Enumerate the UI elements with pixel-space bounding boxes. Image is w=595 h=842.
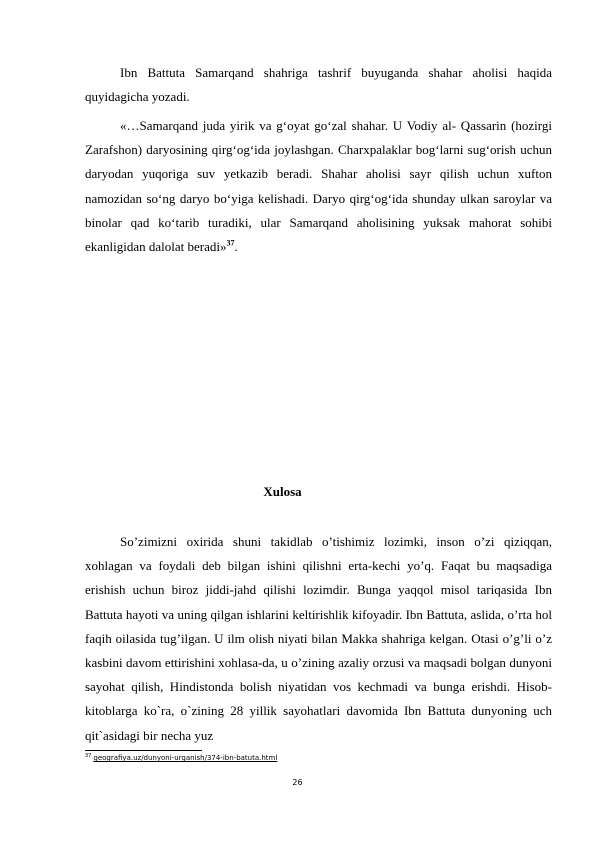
intro-paragraph: Ibn Battuta Samarqand shahriga tashrif buyuganda shahar aholisi haqida quyidagicha yozadi. <box>85 65 552 105</box>
section-heading: Xulosa <box>263 484 302 499</box>
footnote-number: 37 <box>85 752 92 759</box>
quote-end: . <box>234 239 238 255</box>
footnote-reference[interactable]: 37 <box>226 238 235 248</box>
conclusion-paragraph: So’zimizni oxirida shuni takidlab o’tishimiz lozimki, inson o’zi qiziqqan, xohlagan va foydali deb bilgan ishini qilishni erta-kechi yo’q. Faqat bu maqsadiga erishish uchun biroz jiddi-jahd qilishi lozimdir. Bunga yaqqol misol tariqasida Ibn Battuta hayoti va uning qilgan ishlarini keltirishlik kifoyadir. Ibn Battuta, aslida, o’rta hol faqih oilasida tug’ilgan. U ilm olish niyati bilan Makka shahriga kelgan. Otasi o’g’li o’z kasbini davom ettirishini xohlasa-da, u o’zining azaliy orzusi va maqsadi bolgan dunyoni sayohat qilish, Hindistonda bolish niyatidan vos kechmadi va bunga erishdi. Hisob-kitoblarga ko`ra, o`zining 28 yillik sayohatlari davomida Ibn Battuta dunyoning uch qit`asidagi bir necha yuz <box>85 534 552 743</box>
quote-paragraph <box>85 114 552 259</box>
footnote-link[interactable]: geografiya.uz/dunyoni-urganish/374-ibn-batuta.html <box>93 754 278 762</box>
footnote-divider <box>85 750 202 751</box>
footnote <box>85 753 277 763</box>
page-number: 26 <box>292 778 303 787</box>
quote-text: «…Samarqand juda yirik va g‘oyat go‘zal shahar. U Vodiy al- Qassarin (hozirgi Zarafshon) daryosining qirg‘og‘ida joylashgan. Charxpalaklar bog‘larni sug‘orish uchun daryodan yuqoriga suv yetkazib beradi. Shahar aholisi sayr qilish uchun xufton namozidan so‘ng daryo bo‘yiga kelishadi. Daryo qirg‘og‘ida shunday ulkan saroylar va binolar qad ko‘tarib turadiki, ular Samarqand aholisining yuksak mahorat sohibi ekanligidan dalolat beradi» <box>85 118 552 255</box>
